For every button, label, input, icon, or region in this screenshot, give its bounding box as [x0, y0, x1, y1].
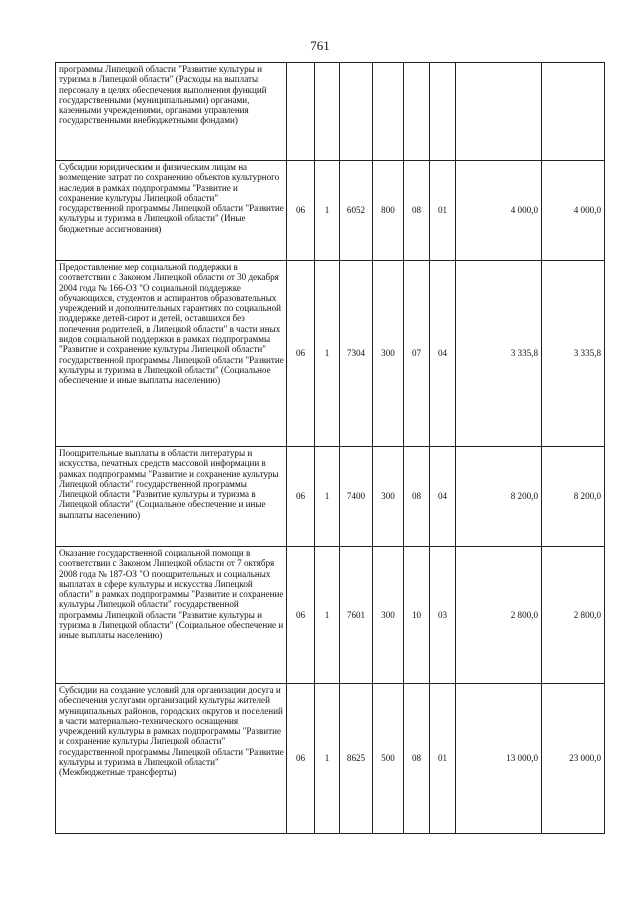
target-code: 7304 — [340, 261, 373, 447]
ministry-code: 06 — [287, 547, 315, 684]
subsection-code: 04 — [430, 261, 456, 447]
subsection-code: 04 — [430, 447, 456, 547]
ministry-code: 06 — [287, 447, 315, 547]
target-code — [340, 63, 373, 161]
ministry-code: 06 — [287, 161, 315, 261]
section-code — [404, 63, 430, 161]
budget-table — [55, 62, 605, 834]
ministry-code: 06 — [287, 261, 315, 447]
table-row — [56, 684, 605, 834]
target-code: 7601 — [340, 547, 373, 684]
target-code: 7400 — [340, 447, 373, 547]
amount-2: 3 335,8 — [542, 261, 605, 447]
row-description: программы Липецкой области "Развитие культуры и туризма в Липецкой области" (Расходы на выплаты персоналу в целях обеспечения выполнения функций государственными (муниципальными) органами, казенными учреждениями, органами управления государственными внебюджетными фондами) — [56, 63, 287, 161]
row-description: Субсидии на создание условий для организации досуга и обеспечения услугами организаций культуры жителей муниципальных районов, городских округов и поселений в части материально-технического оснащения учреждений культуры в рамках подпрограммы "Развитие и сохранение культуры Липецкой области" государственной программы Липецкой области "Развитие культуры и туризма в Липецкой области" (Межбюджетные трансферты) — [56, 684, 287, 834]
amount-1: 2 800,0 — [456, 547, 542, 684]
table-row — [56, 447, 605, 547]
table-row — [56, 261, 605, 447]
expense-code: 300 — [373, 261, 404, 447]
program-code: 1 — [315, 447, 340, 547]
expense-code — [373, 63, 404, 161]
program-code: 1 — [315, 161, 340, 261]
program-code: 1 — [315, 684, 340, 834]
row-description: Субсидии юридическим и физическим лицам на возмещение затрат по сохранению объектов культурного наследия в рамках подпрограммы "Развитие и сохранение культуры Липецкой области" государственной программы Липецкой области "Развитие культуры и туризма в Липецкой области" (Иные бюджетные ассигнования) — [56, 161, 287, 261]
program-code: 1 — [315, 547, 340, 684]
table-row — [56, 547, 605, 684]
ministry-code: 06 — [287, 684, 315, 834]
amount-1: 13 000,0 — [456, 684, 542, 834]
program-code — [315, 63, 340, 161]
table-row — [56, 63, 605, 161]
subsection-code — [430, 63, 456, 161]
expense-code: 800 — [373, 161, 404, 261]
expense-code: 500 — [373, 684, 404, 834]
ministry-code — [287, 63, 315, 161]
section-code: 07 — [404, 261, 430, 447]
expense-code: 300 — [373, 547, 404, 684]
section-code: 10 — [404, 547, 430, 684]
subsection-code: 01 — [430, 161, 456, 261]
section-code: 08 — [404, 161, 430, 261]
amount-2: 2 800,0 — [542, 547, 605, 684]
target-code: 6052 — [340, 161, 373, 261]
row-description: Предоставление мер социальной поддержки в соответствии с Законом Липецкой области от 30 декабря 2004 года № 166-ОЗ "О социальной поддержке обучающихся, студентов и аспирантов образовательных учреждений и дополнительных гарантиях по социальной поддержке детей-сирот и детей, оставшихся без попечения родителей, в Липецкой области" в части иных видов социальной поддержки в рамках подпрограммы "Развитие и сохранение культуры Липецкой области" государственной программы Липецкой области "Развитие культуры и туризма в Липецкой области" (Социальное обеспечение и иные выплаты населению) — [56, 261, 287, 447]
amount-2: 4 000,0 — [542, 161, 605, 261]
amount-1: 3 335,8 — [456, 261, 542, 447]
target-code: 8625 — [340, 684, 373, 834]
amount-2: 8 200,0 — [542, 447, 605, 547]
row-description: Оказание государственной социальной помощи в соответствии с Законом Липецкой области от 7 октября 2008 года № 187-ОЗ "О поощрительных и социальных выплатах в сфере культуры и искусства Липецкой области" в рамках подпрограммы "Развитие и сохранение культуры Липецкой области" государственной программы Липецкой области "Развитие культуры и туризма в Липецкой области" (Социальное обеспечение и иные выплаты населению) — [56, 547, 287, 684]
program-code: 1 — [315, 261, 340, 447]
section-code: 08 — [404, 447, 430, 547]
subsection-code: 03 — [430, 547, 456, 684]
amount-1: 8 200,0 — [456, 447, 542, 547]
amount-2: 23 000,0 — [542, 684, 605, 834]
section-code: 08 — [404, 684, 430, 834]
row-description: Поощрительные выплаты в области литературы и искусства, печатных средств массовой информации в рамках подпрограммы "Развитие и сохранение культуры Липецкой области" государственной программы Липецкой области "Развитие культуры и туризма в Липецкой области" (Социальное обеспечение и иные выплаты населению) — [56, 447, 287, 547]
amount-2 — [542, 63, 605, 161]
page-number: 761 — [310, 38, 330, 53]
amount-1: 4 000,0 — [456, 161, 542, 261]
expense-code: 300 — [373, 447, 404, 547]
subsection-code: 01 — [430, 684, 456, 834]
table-row — [56, 161, 605, 261]
amount-1 — [456, 63, 542, 161]
